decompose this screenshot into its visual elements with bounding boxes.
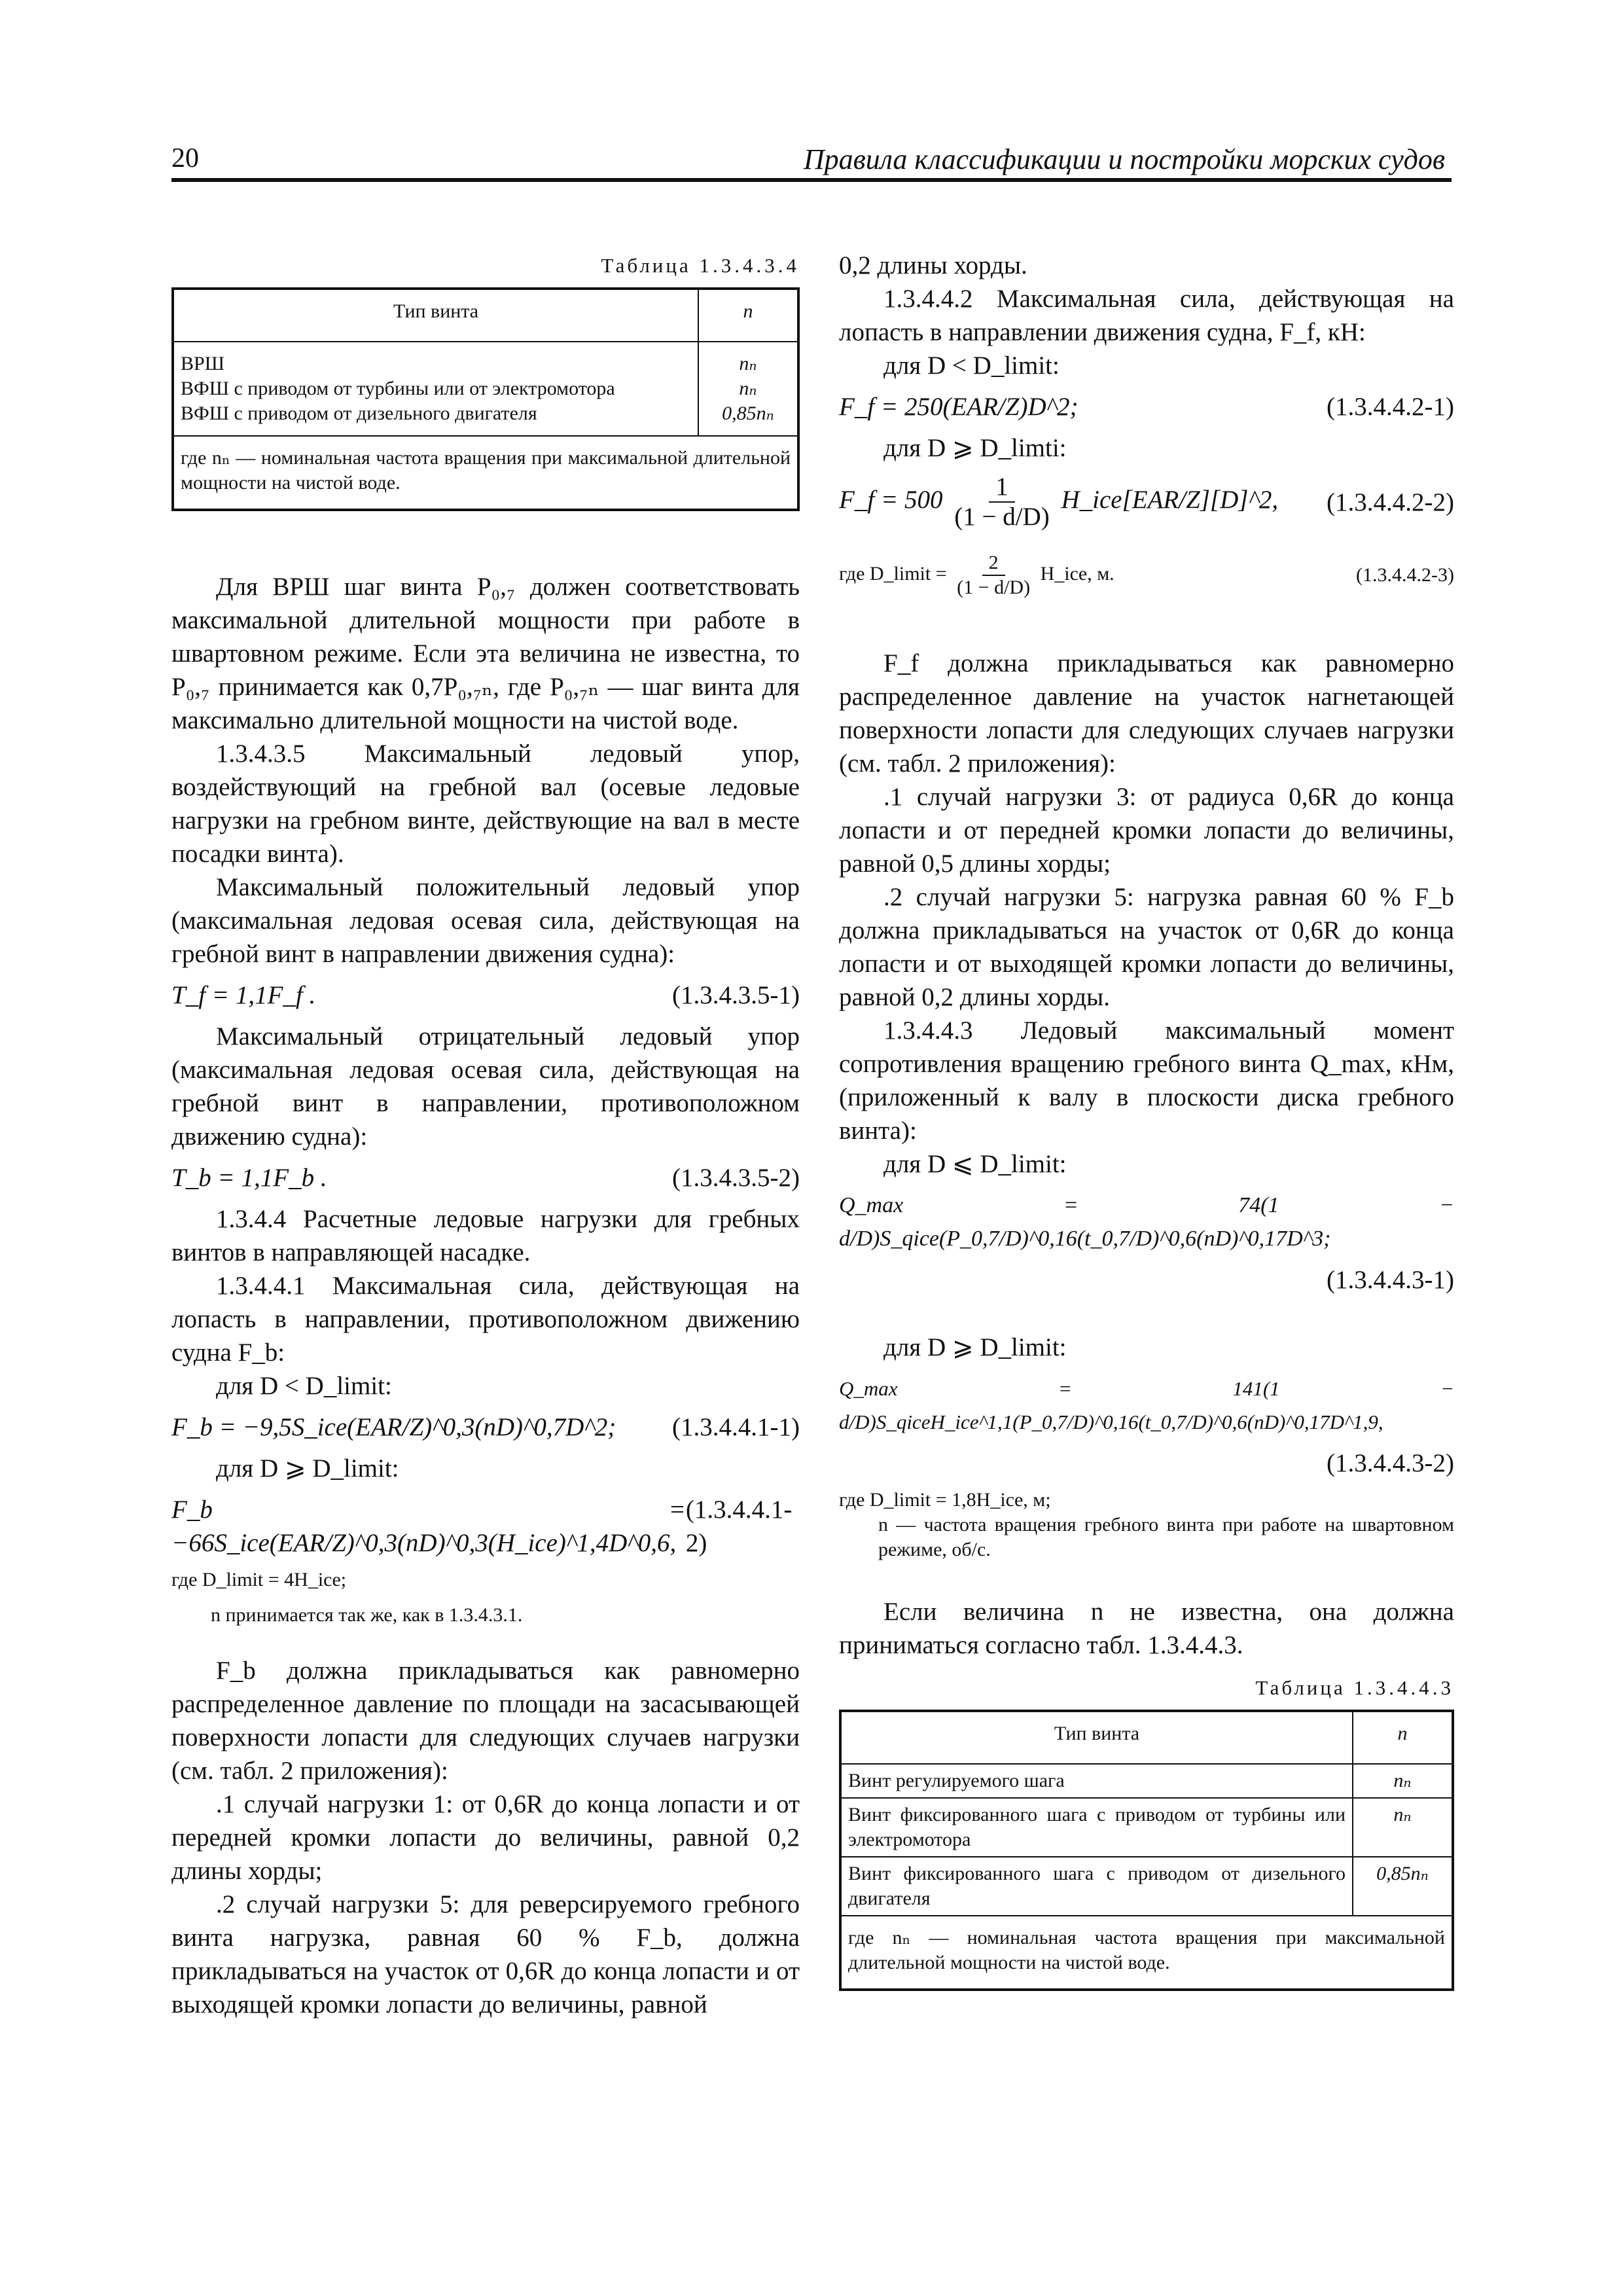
paragraph: F_f должна прикладываться как равномерно распределенное давление на участок нагнетающей поверхности лопасти для следующих случаев нагрузки (см. табл. 2 приложения): [839, 649, 1454, 778]
table-caption-number: 1.3.4.4.3 [1353, 1676, 1454, 1699]
paragraph: F_b должна прикладываться как равномерно распределенное давление по площади на засасывающей поверхности лопасти для следующих случаев нагрузки (см. табл. 2 приложения): [171, 1657, 800, 1785]
fraction-numerator: 2 [982, 551, 1005, 576]
table-cell-n: nₙ [1353, 1798, 1453, 1857]
table-cell-n: 0,85nₙ [722, 403, 774, 424]
fraction-denominator: (1 − d/D) [954, 503, 1050, 531]
paragraph: Максимальный отрицательный ледовый упор (максимальная ледовая осевая сила, действующая на гребной винт в направлении, противоположном движению судна): [171, 1022, 800, 1151]
equation-number: (1.3.4.4.1-1) [672, 1413, 800, 1441]
equation [839, 1189, 1454, 1255]
equation-note: где D_limit = 1,8H_ice, м; [839, 1489, 1051, 1511]
table-cell-type: Винт фиксированного шага с приводом от турбины или электромотора [840, 1798, 1353, 1857]
page-number: 20 [171, 143, 199, 173]
table-row [840, 1798, 1453, 1857]
equation-expression: F_f = 250(EAR/Z)D^2; [839, 393, 1079, 421]
table-cell-type: ВФШ с приводом от турбины или от электромотора [181, 378, 615, 399]
table-cell-n: nₙ [739, 353, 757, 374]
equation-expression: T_b = 1,1F_b . [171, 1164, 327, 1192]
paragraph: .2 случай нагрузки 5: нагрузка равная 60 % F_b должна прикладываться на участок от 0,6R до конца лопасти и от выходящей кромки лопасти до величины, равной 0,2 длины хорды. [839, 883, 1454, 1011]
equation [171, 978, 800, 1012]
paragraph: Если величина n не известна, она должна приниматься согласно табл. 1.3.4.4.3. [839, 1598, 1454, 1659]
table-cell-type: Винт фиксированного шага с приводом от дизельного двигателя [840, 1857, 1353, 1916]
equation [839, 473, 1454, 531]
equation-note: n принимается так же, как в 1.3.4.3.1. [211, 1604, 523, 1626]
left-column [171, 249, 800, 2021]
paragraph: 1.3.4.4.3 Ледовый максимальный момент сопротивления вращению гребного винта Q_max, кНм, (приложенный к валу в плоскости диска гребного винта): [839, 1016, 1454, 1145]
equation-tail: H_ice[EAR/Z][D]^2, [1061, 485, 1279, 514]
table-cell-n: nₙ [1353, 1764, 1453, 1798]
condition: для D < D_limit: [216, 1372, 392, 1400]
table-header-n: n [698, 289, 798, 342]
table-cell-type: Винт регулируемого шага [840, 1764, 1353, 1798]
paragraph: .1 случай нагрузки 1: от 0,6R до конца лопасти и от передней кромки лопасти до величины, равной 0,2 длины хорды; [171, 1790, 800, 1885]
equation [171, 1410, 800, 1444]
paragraph: .2 случай нагрузки 5: для реверсируемого гребного винта нагрузка, равная 60 % F_b, должна прикладываться на участок от 0,6R до конца лопасти и от выходящей кромки лопасти до величины, равной [171, 1890, 800, 2018]
table-caption [171, 249, 800, 282]
condition: для D ⩾ D_limit: [216, 1454, 399, 1482]
paragraph: Максимальный положительный ледовый упор (максимальная ледовая осевая сила, действующая на гребной винт в направлении движения судна): [171, 873, 800, 968]
fraction-numerator: 1 [989, 473, 1015, 503]
table-row [173, 342, 798, 436]
equation [839, 1372, 1454, 1439]
paragraph: .1 случай нагрузки 3: от радиуса 0,6R до конца лопасти и от передней кромки лопасти до величины, равной 0,5 длины хорды; [839, 783, 1454, 878]
condition: для D ⩾ D_limit: [883, 1333, 1067, 1361]
table-cell-type: ВФШ с приводом от дизельного двигателя [181, 403, 537, 424]
table-header-type: Тип винта [173, 289, 698, 342]
equation [839, 390, 1454, 423]
condition: для D < D_limit: [883, 351, 1060, 380]
equation-number: (1.3.4.4.2-3) [1356, 564, 1454, 586]
equation-lhs: где D_limit = [839, 562, 947, 584]
table-caption-word: Таблица [1255, 1676, 1346, 1699]
propeller-type-table [839, 1710, 1454, 1991]
equation [171, 1493, 800, 1560]
table-caption [839, 1671, 1454, 1704]
paragraph: 1.3.4.4.2 Максимальная сила, действующая на лопасть в направлении движения судна, F_f, кН: [839, 285, 1454, 346]
equation-number-row [839, 1446, 1454, 1480]
fraction [957, 551, 1030, 600]
equation-number: (1.3.4.4.3-1) [1327, 1266, 1454, 1294]
propeller-type-table [171, 287, 800, 511]
table-cell-type: ВРШ [181, 353, 224, 374]
paragraph: Для ВРШ шаг винта P₀,₇ должен соответствовать максимальной длительной мощности при работе в швартовном режиме. Если эта величина не известна, то P₀,₇ принимается как 0,7P₀,₇ₙ, где P₀,₇ₙ — шаг винта для максимально длительной мощности на чистой воде. [171, 573, 800, 734]
running-title: Правила классификации и постройки морских судов [803, 143, 1445, 175]
right-column [839, 249, 1454, 1991]
fraction [954, 473, 1049, 531]
equation-tail: H_ice, м. [1040, 562, 1115, 584]
equation-expression: T_f = 1,1F_f . [171, 981, 316, 1009]
header-rule [171, 178, 1452, 182]
table-cell-n: nₙ [739, 378, 757, 399]
equation-expression: F_b = −9,5S_ice(EAR/Z)^0,3(nD)^0,7D^2; [171, 1413, 616, 1441]
equation-number: (1.3.4.4.1-2) [685, 1496, 793, 1557]
table-row [840, 1857, 1453, 1916]
equation [171, 1161, 800, 1194]
table-header-type: Тип винта [840, 1711, 1353, 1764]
equation-note: где D_limit = 4H_ice; [171, 1569, 347, 1590]
equation-number-row [839, 1263, 1454, 1297]
paragraph: 0,2 длины хорды. [839, 251, 1027, 279]
table-caption-word: Таблица [601, 254, 691, 277]
paragraph: 1.3.4.3.5 Максимальный ледовый упор, воздействующий на гребной вал (осевые ледовые нагрузки на гребном винте, действующие на вал в месте посадки винта). [171, 740, 800, 868]
equation-number: (1.3.4.3.5-1) [672, 981, 800, 1009]
condition: для D ⩽ D_limit: [883, 1150, 1067, 1178]
table-caption-number: 1.3.4.3.4 [699, 254, 800, 277]
paragraph: 1.3.4.4.1 Максимальная сила, действующая на лопасть в направлении, противоположном движению судна F_b: [171, 1272, 800, 1367]
table-row [840, 1764, 1453, 1798]
equation-number: (1.3.4.4.3-2) [1327, 1449, 1454, 1477]
equation-expression: Q_max = 74(1 − d/D)S_qice(P_0,7/D)^0,16(t_0,7/D)^0,6(nD)^0,17D^3; [839, 1193, 1454, 1251]
fraction-denominator: (1 − d/D) [957, 577, 1031, 598]
equation-expression: Q_max = 141(1 − d/D)S_qiceH_ice^1,1(P_0,7/D)^0,16(t_0,7/D)^0,6(nD)^0,17D^1,9, [839, 1377, 1454, 1433]
table-cell-n: 0,85nₙ [1353, 1857, 1453, 1916]
equation-note: n — частота вращения гребного винта при работе на швартовном режиме, об/с. [878, 1514, 1454, 1560]
condition: для D ⩾ D_limti: [883, 434, 1067, 462]
equation-lhs: F_f = 500 [839, 485, 943, 514]
equation-expression: F_b = −66S_ice(EAR/Z)^0,3(nD)^0,3(H_ice)^1,4D^0,6, [171, 1496, 686, 1557]
table-footnote: где nₙ — номинальная частота вращения при максимальной длительной мощности на чистой воде. [173, 436, 798, 510]
table-footnote: где nₙ — номинальная частота вращения при максимальной длительной мощности на чистой воде. [840, 1916, 1453, 1990]
table-header-n: n [1353, 1711, 1453, 1764]
equation-number: (1.3.4.3.5-2) [672, 1164, 800, 1192]
equation-number: (1.3.4.4.2-2) [1327, 488, 1454, 516]
equation [839, 551, 1454, 600]
paragraph: 1.3.4.4 Расчетные ледовые нагрузки для гребных винтов в направляющей насадке. [171, 1205, 800, 1266]
equation-number: (1.3.4.4.2-1) [1327, 393, 1454, 421]
